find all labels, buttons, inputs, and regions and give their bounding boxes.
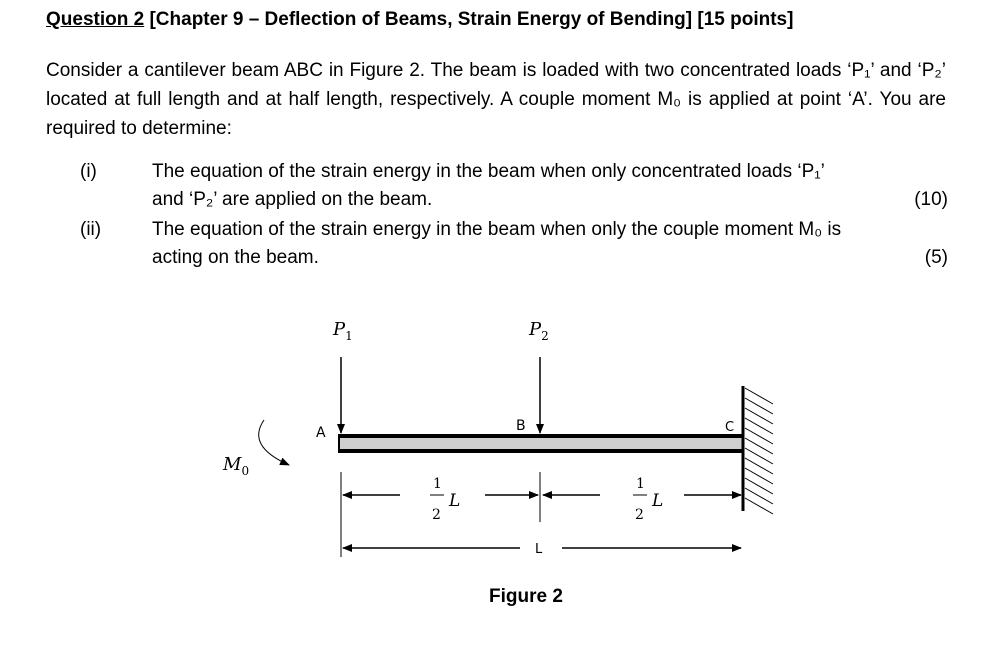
moment-arrow [259,420,289,465]
svg-text:1: 1 [433,476,442,492]
svg-text:L: L [652,491,664,511]
moment-label: $M_0$ [223,454,250,478]
subquestion-points: (5) [924,247,948,268]
beam [338,436,742,451]
subquestion-number: (i) [80,161,97,182]
load-p2-label: $P_2$ [529,319,549,343]
subquestion-line: and ‘P₂’ are applied on the beam. [152,189,433,210]
svg-text:2: 2 [432,507,441,523]
subquestion-line: acting on the beam. [152,247,319,268]
half-length-label [633,476,663,523]
subquestion-points: (10) [914,189,948,210]
point-c-label: C [725,420,735,435]
full-length-label: L [535,542,543,557]
svg-text:2: 2 [635,507,644,523]
svg-text:L: L [449,491,461,511]
subquestion-line: The equation of the strain energy in the beam when only the couple moment M₀ is [152,219,842,240]
fixed-support [743,386,773,514]
half-length-label [430,476,460,523]
figure-caption: Figure 2 [489,586,563,607]
load-p1-label: $P_1$ [333,319,353,343]
subquestion-number: (ii) [80,219,102,240]
question-number: Question 2 [46,9,145,30]
point-a-label: A [316,425,326,441]
question-title: [Chapter 9 – Deflection of Beams, Strain Energy of Bending] [15 points] [144,9,794,30]
svg-text:1: 1 [636,476,645,492]
subquestion-line: The equation of the strain energy in the beam when only concentrated loads ‘P₁’ [152,161,825,182]
intro-text: Consider a cantilever beam ABC in Figure 2. The beam is loaded with two concentrated loads ‘P₁’ and ‘P₂’ located at full length and at half length, respectively. A couple moment M₀ is applied at point ‘A’. You are required to determine: [46,60,946,139]
point-b-label: B [516,418,526,434]
